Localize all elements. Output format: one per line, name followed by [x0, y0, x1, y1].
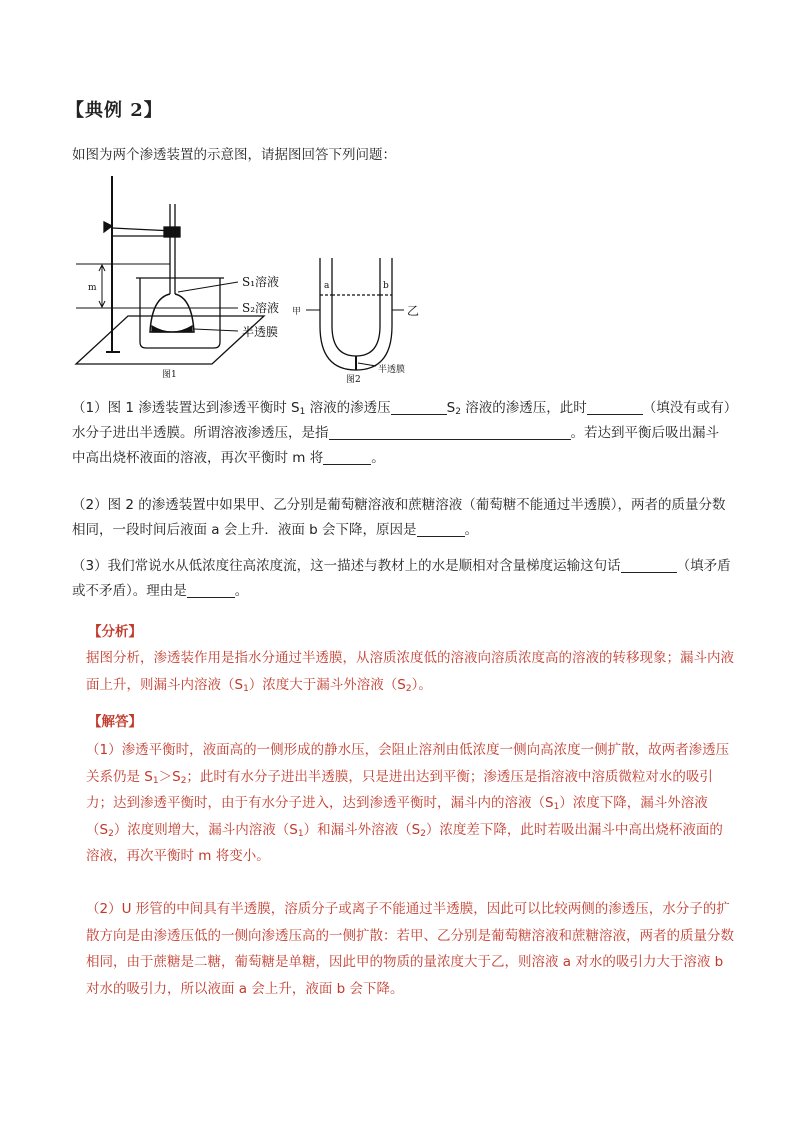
figure-2: [306, 258, 404, 370]
label-membrane-1: 半透膜: [242, 325, 279, 339]
answer-blank[interactable]: [391, 400, 447, 415]
answer-blank[interactable]: [187, 583, 235, 598]
answer-part-1: （1）渗透平衡时，液面高的一侧形成的静水压，会阻止溶剂由低浓度一侧向高浓度一侧扩散，故两者渗透压关系仍是 $S_1>S_2$；此时有水分子进出半透膜，只是进出达到平衡；渗透压是指溶液中溶质微粒对水的吸引力；达到渗透平衡时，由于有水分子进入，达到渗透平衡时，漏斗内的溶液$(S_1)$浓度下降，漏斗外溶液$(S_2)$浓度则增大，漏斗内溶液$(S_1)$和漏斗外溶液$(S_2)$浓度差下降，此时若吸出漏斗中高出烧杯液面的溶液，再次平衡时 m 将变小。: [86, 742, 730, 864]
label-yi: 乙: [407, 304, 420, 318]
osmosis-figure: [66, 166, 446, 390]
question-2: （2）图 2 的渗透装置中如果甲、乙分别是葡萄糖溶液和蔗糖溶液（葡萄糖不能通过半透膜），两者的质量分数相同，一段时间后液面 a 会上升．液面 b 会下降，原因是 。: [72, 497, 726, 538]
answer-blank[interactable]: [417, 522, 465, 537]
question-3: （3）我们常说水从低浓度往高浓度流，这一描述与教材上的水是顺相对含量梯度运输这句话 （填矛盾或不矛盾）。理由是 。: [72, 558, 731, 599]
label-membrane-2: 半透膜: [378, 365, 406, 375]
intro-text: 如图为两个渗透装置的示意图，请据图回答下列问题：: [72, 147, 396, 163]
label-b: b: [383, 281, 389, 291]
figure-1: [76, 176, 264, 364]
answer-blank[interactable]: [329, 425, 571, 440]
analysis-label: 【分析】: [88, 624, 142, 640]
caption-figure-1: 图1: [162, 370, 177, 380]
example-heading: 【典例 2】: [66, 100, 163, 121]
label-s2-solution: S₂溶液: [242, 301, 280, 315]
answer-blank[interactable]: [323, 450, 371, 465]
answer-label: 【解答】: [88, 714, 142, 730]
label-s1-solution: S₁溶液: [242, 275, 280, 289]
label-m: m: [88, 283, 97, 293]
label-jia: 甲: [292, 307, 302, 317]
base-plate: [76, 316, 264, 364]
analysis-text: 据图分析，渗透装作用是指水分通过半透膜，从溶质浓度低的溶液向溶质浓度高的溶液的转移现象；漏斗内液面上升，则漏斗内溶液$(S_1)$浓度大于漏斗外溶液$(S_2)$。: [86, 650, 734, 694]
caption-figure-2: 图2: [346, 375, 361, 385]
question-1: （1）图 1 渗透装置达到渗透平衡时 $S_1$ 溶液的渗透压 $S_2$ 溶液的渗透压，此时 （填没有或有）水分子进出半透膜。所谓溶液渗透压，是指 。若达到平衡后吸出漏斗中高出烧杯液面的溶液，再次平衡时 m 将 。: [72, 400, 731, 466]
label-a: a: [324, 281, 330, 291]
answer-blank[interactable]: [621, 558, 677, 573]
answer-part-2: （2）U 形管的中间具有半透膜，溶质分子或离子不能通过半透膜，因此可以比较两侧的渗透压，水分子的扩散方向是由渗透压低的一侧向渗透压高的一侧扩散：若甲、乙分别是葡萄糖溶液和蔗糖溶液，两者的质量分数相同，由于蔗糖是二糖，葡萄糖是单糖，因此甲的物质的量浓度大于乙，则溶液 a 对水的吸引力大于溶液 b 对水的吸引力，所以液面 a 会上升，液面 b 会下降。: [86, 901, 734, 997]
answer-blank[interactable]: [587, 400, 643, 415]
